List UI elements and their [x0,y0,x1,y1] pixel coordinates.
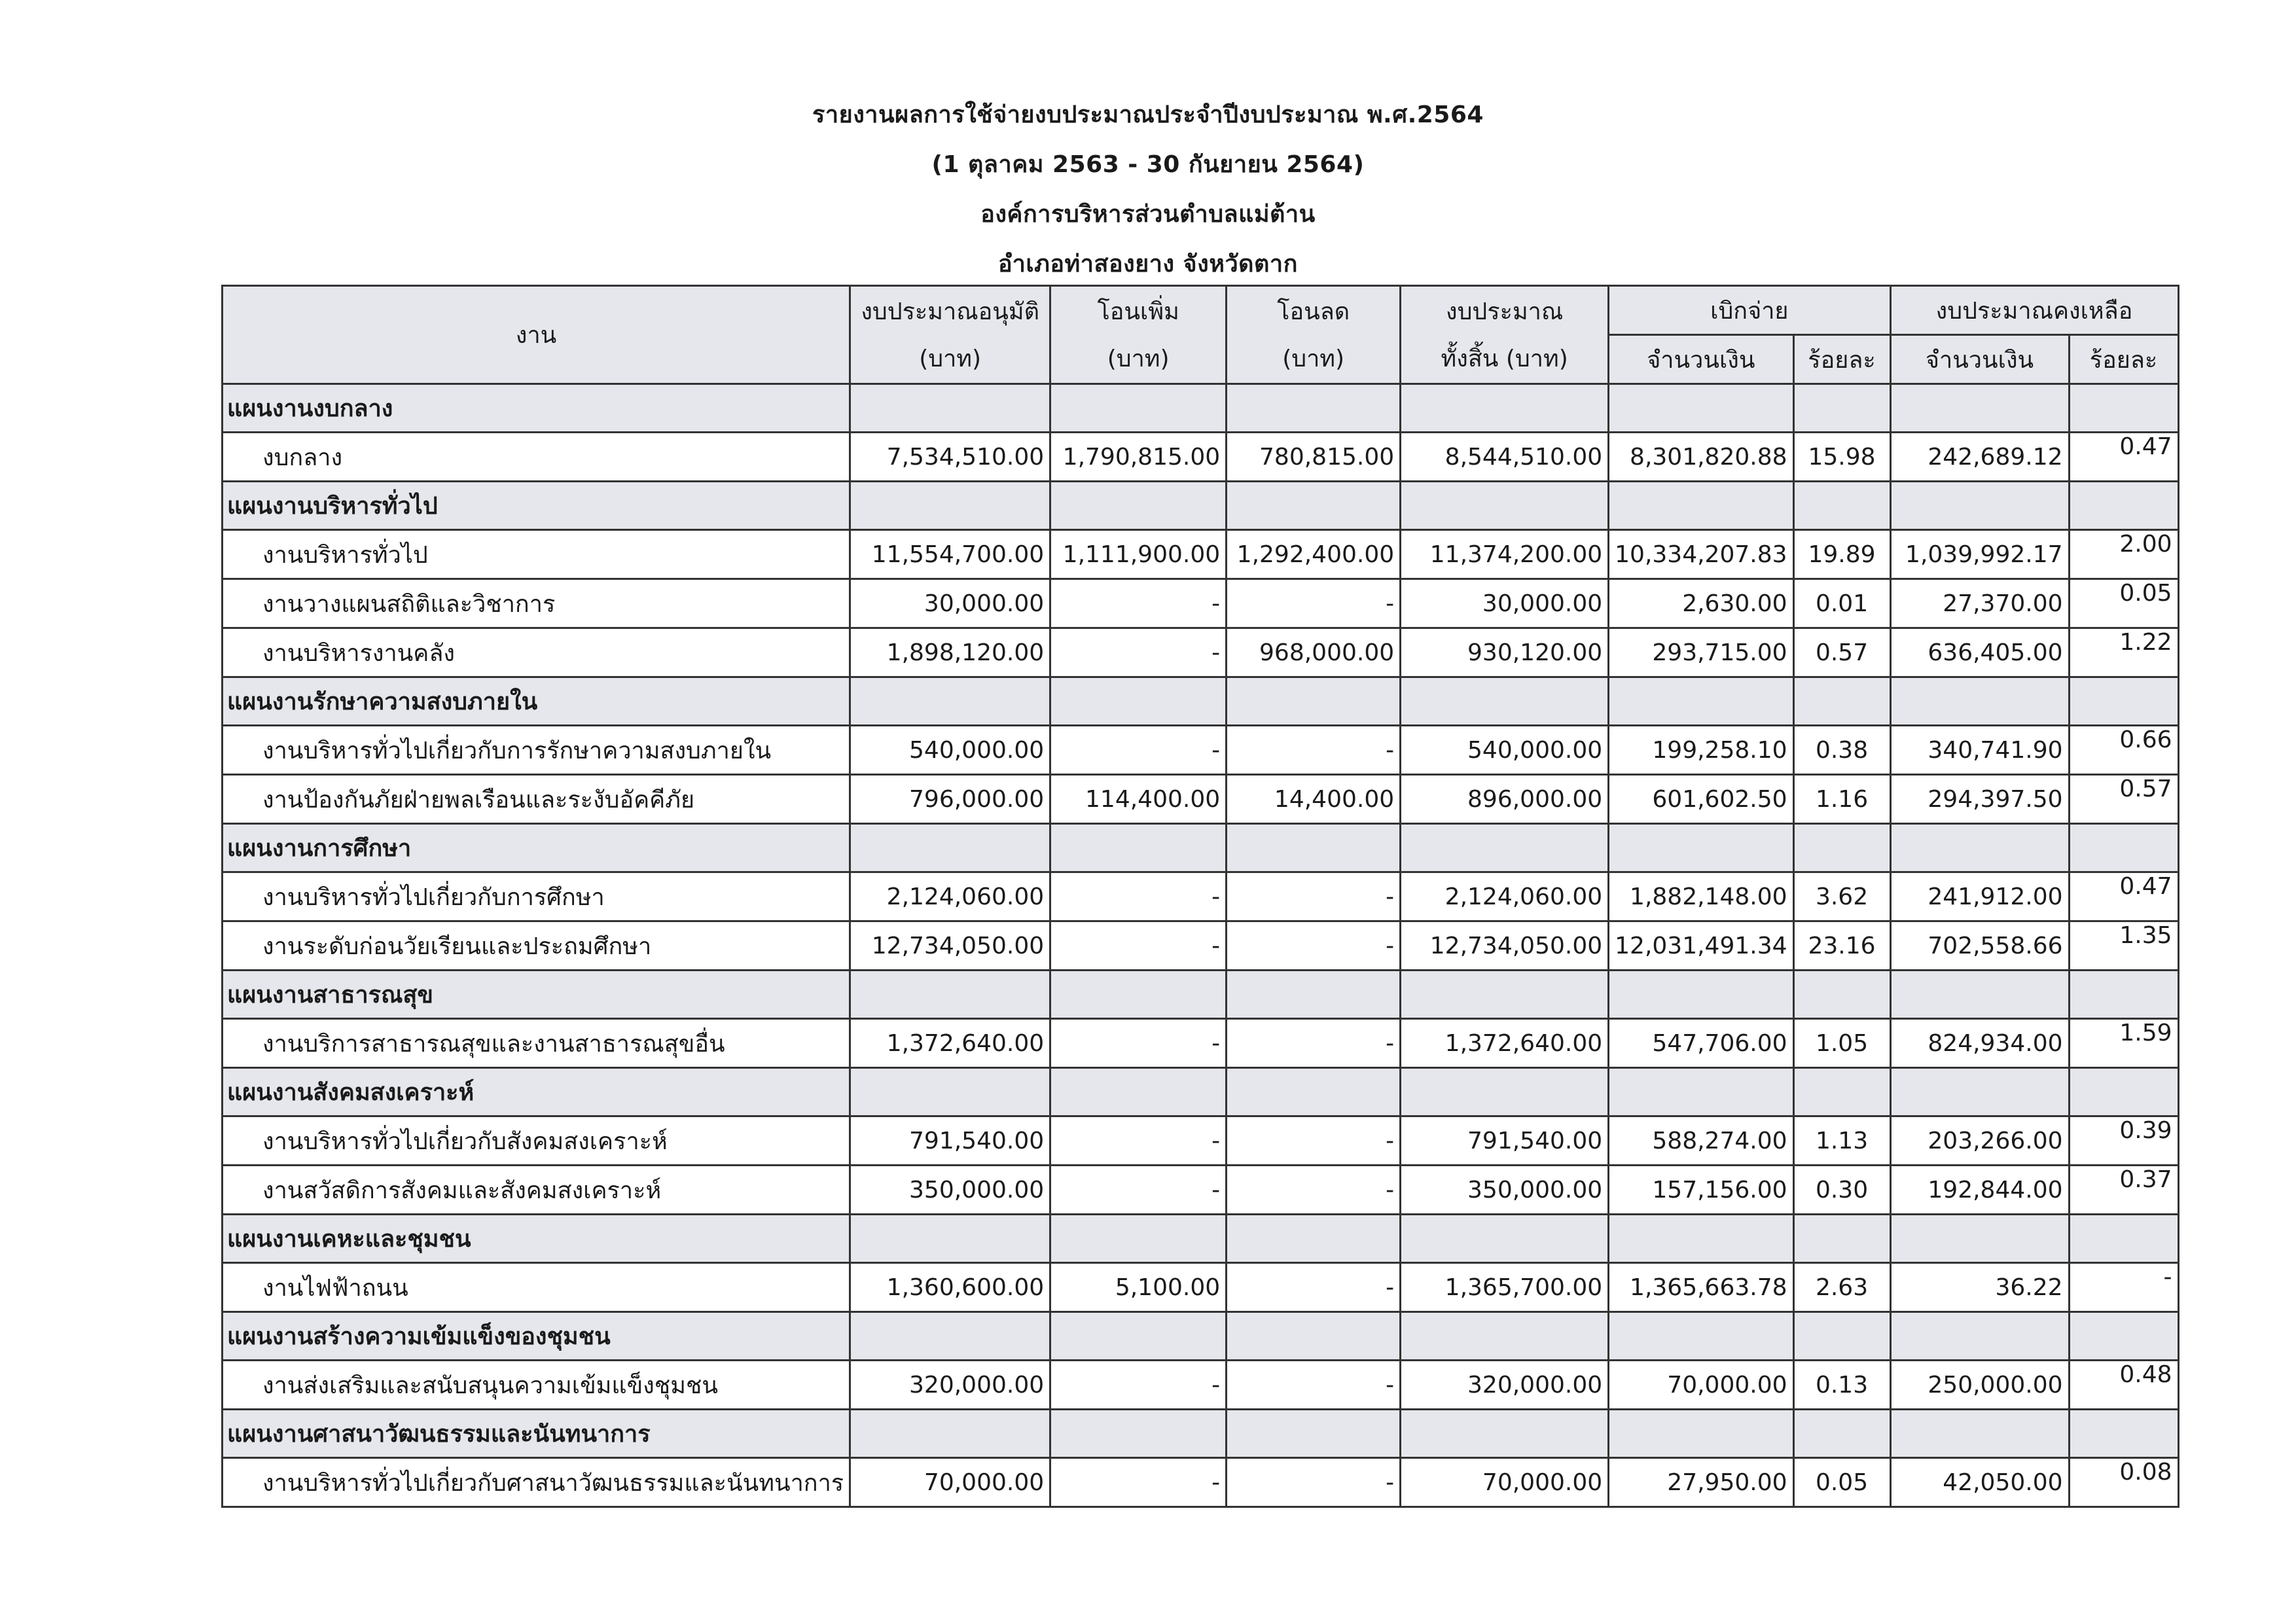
cell-total: 350,000.00 [1401,1166,1609,1215]
cell-remaining-percent: 1.22 [2069,628,2178,677]
section-empty-cell [1401,1312,1609,1361]
section-empty-cell [1793,1410,1890,1458]
section-empty-cell [1793,971,1890,1019]
section-empty-cell [1401,677,1609,726]
section-empty-cell [2069,677,2178,726]
table-row [223,1263,2179,1312]
cell-transfer-in: - [1050,1166,1227,1215]
cell-disbursed-percent: 3.62 [1793,872,1890,921]
section-empty-cell [1609,677,1793,726]
cell-approved: 1,360,600.00 [850,1263,1050,1312]
section-empty-cell [2069,971,2178,1019]
cell-disbursed-percent: 0.30 [1793,1166,1890,1215]
section-empty-cell [1793,384,1890,433]
cell-transfer-out: 780,815.00 [1227,433,1401,482]
section-empty-cell [1227,971,1401,1019]
section-empty-cell [1050,1068,1227,1116]
header-disbursed-percent: ร้อยละ [1793,335,1890,384]
section-empty-cell [1050,824,1227,872]
cell-remaining: 294,397.50 [1890,775,2069,824]
cell-remaining-percent: - [2069,1263,2178,1312]
cell-work: งานสวัสดิการสังคมและสังคมสงเคราะห์ [223,1166,850,1215]
section-empty-cell [1890,1312,2069,1361]
cell-remaining: 340,741.90 [1890,726,2069,775]
cell-remaining: 242,689.12 [1890,433,2069,482]
cell-transfer-in: 1,790,815.00 [1050,433,1227,482]
section-empty-cell [2069,824,2178,872]
section-empty-cell [1227,384,1401,433]
section-label: แผนงานสังคมสงเคราะห์ [223,1068,850,1116]
cell-remaining-percent: 0.48 [2069,1361,2178,1410]
cell-transfer-in: - [1050,628,1227,677]
section-label: แผนงานเคหะและชุมชน [223,1215,850,1263]
cell-work: งานป้องกันภัยฝ่ายพลเรือนและระงับอัคคีภัย [223,775,850,824]
cell-remaining-percent: 0.37 [2069,1166,2178,1215]
cell-disbursed: 588,274.00 [1609,1116,1793,1166]
table-row [223,579,2179,628]
table-body [223,384,2179,1507]
section-empty-cell [1609,971,1793,1019]
section-empty-cell [1609,824,1793,872]
section-empty-cell [1890,677,2069,726]
cell-disbursed-percent: 2.63 [1793,1263,1890,1312]
cell-remaining: 42,050.00 [1890,1458,2069,1507]
cell-approved: 350,000.00 [850,1166,1050,1215]
section-empty-cell [1609,1410,1793,1458]
table-row [223,1166,2179,1215]
cell-disbursed-percent: 0.01 [1793,579,1890,628]
cell-total: 930,120.00 [1401,628,1609,677]
cell-transfer-in: - [1050,921,1227,971]
cell-disbursed-percent: 15.98 [1793,433,1890,482]
cell-transfer-out: - [1227,921,1401,971]
section-empty-cell [1890,1215,2069,1263]
section-empty-cell [1793,1312,1890,1361]
section-empty-cell [850,482,1050,530]
section-empty-cell [1401,482,1609,530]
cell-approved: 540,000.00 [850,726,1050,775]
section-label: แผนงานการศึกษา [223,824,850,872]
cell-total: 8,544,510.00 [1401,433,1609,482]
cell-transfer-out: - [1227,579,1401,628]
section-empty-cell [850,677,1050,726]
section-empty-cell [2069,1215,2178,1263]
cell-remaining-percent: 0.57 [2069,775,2178,824]
section-row [223,971,2179,1019]
cell-transfer-in: 114,400.00 [1050,775,1227,824]
cell-approved: 11,554,700.00 [850,530,1050,579]
section-label: แผนงานสร้างความเข้มแข็งของชุมชน [223,1312,850,1361]
cell-total: 1,365,700.00 [1401,1263,1609,1312]
cell-disbursed: 8,301,820.88 [1609,433,1793,482]
cell-disbursed: 70,000.00 [1609,1361,1793,1410]
section-empty-cell [2069,1312,2178,1361]
cell-remaining-percent: 0.39 [2069,1116,2178,1166]
cell-transfer-in: - [1050,1019,1227,1068]
cell-remaining: 702,558.66 [1890,921,2069,971]
section-empty-cell [1227,1410,1401,1458]
section-empty-cell [1401,1215,1609,1263]
table-row [223,628,2179,677]
section-row [223,1068,2179,1116]
section-empty-cell [1050,1215,1227,1263]
header-transfer-out [1227,286,1401,384]
report-organization: องค์การบริหารส่วนตำบลแม่ต้าน [980,201,1316,228]
cell-disbursed: 293,715.00 [1609,628,1793,677]
section-label: แผนงานบริหารทั่วไป [223,482,850,530]
cell-remaining-percent: 1.35 [2069,921,2178,971]
header-transfer-out-unit: (บาท) [1282,346,1345,372]
section-empty-cell [850,1312,1050,1361]
header-remaining-percent: ร้อยละ [2069,335,2178,384]
cell-transfer-in: - [1050,872,1227,921]
section-empty-cell [850,1068,1050,1116]
section-empty-cell [1890,482,2069,530]
cell-approved: 320,000.00 [850,1361,1050,1410]
cell-disbursed: 2,630.00 [1609,579,1793,628]
cell-transfer-out: - [1227,726,1401,775]
section-empty-cell [1609,482,1793,530]
section-empty-cell [1793,482,1890,530]
cell-disbursed: 12,031,491.34 [1609,921,1793,971]
report-title-block [0,90,2296,289]
cell-remaining: 824,934.00 [1890,1019,2069,1068]
table-row [223,530,2179,579]
cell-approved: 796,000.00 [850,775,1050,824]
budget-table [221,285,2179,1508]
cell-work: งานวางแผนสถิติและวิชาการ [223,579,850,628]
cell-transfer-out: - [1227,1019,1401,1068]
section-empty-cell [1609,384,1793,433]
section-empty-cell [1793,1215,1890,1263]
cell-work: งานไฟฟ้าถนน [223,1263,850,1312]
cell-approved: 791,540.00 [850,1116,1050,1166]
section-empty-cell [1609,1215,1793,1263]
cell-remaining: 203,266.00 [1890,1116,2069,1166]
cell-disbursed: 10,334,207.83 [1609,530,1793,579]
cell-transfer-out: - [1227,1116,1401,1166]
cell-transfer-out: 968,000.00 [1227,628,1401,677]
section-empty-cell [2069,384,2178,433]
cell-total: 70,000.00 [1401,1458,1609,1507]
cell-total: 1,372,640.00 [1401,1019,1609,1068]
cell-work: งานระดับก่อนวัยเรียนและประถมศึกษา [223,921,850,971]
table-row [223,1116,2179,1166]
section-label: แผนงานรักษาความสงบภายใน [223,677,850,726]
cell-remaining: 250,000.00 [1890,1361,2069,1410]
table-row [223,726,2179,775]
table-row [223,1019,2179,1068]
cell-total: 791,540.00 [1401,1116,1609,1166]
section-row [223,1215,2179,1263]
cell-transfer-in: 5,100.00 [1050,1263,1227,1312]
cell-work: งานบริการสาธารณสุขและงานสาธารณสุขอื่น [223,1019,850,1068]
cell-approved: 30,000.00 [850,579,1050,628]
cell-remaining: 27,370.00 [1890,579,2069,628]
cell-approved: 1,372,640.00 [850,1019,1050,1068]
section-empty-cell [850,1215,1050,1263]
table-row [223,1458,2179,1507]
section-empty-cell [1227,482,1401,530]
cell-remaining-percent: 2.00 [2069,530,2178,579]
header-disbursed-amount: จำนวนเงิน [1609,335,1793,384]
cell-remaining-percent: 0.05 [2069,579,2178,628]
cell-disbursed: 1,882,148.00 [1609,872,1793,921]
cell-remaining: 1,039,992.17 [1890,530,2069,579]
section-empty-cell [1050,1312,1227,1361]
section-empty-cell [1793,677,1890,726]
section-empty-cell [2069,1410,2178,1458]
cell-transfer-out: - [1227,1263,1401,1312]
section-row [223,482,2179,530]
cell-work: งานบริหารทั่วไปเกี่ยวกับการศึกษา [223,872,850,921]
cell-disbursed-percent: 1.05 [1793,1019,1890,1068]
cell-disbursed: 547,706.00 [1609,1019,1793,1068]
section-empty-cell [1401,1410,1609,1458]
cell-work: งานบริหารทั่วไปเกี่ยวกับสังคมสงเคราะห์ [223,1116,850,1166]
section-empty-cell [2069,482,2178,530]
section-label: แผนงานงบกลาง [223,384,850,433]
cell-transfer-in: - [1050,1116,1227,1166]
cell-work: งานบริหารทั่วไปเกี่ยวกับการรักษาความสงบภายใน [223,726,850,775]
cell-disbursed: 27,950.00 [1609,1458,1793,1507]
cell-disbursed-percent: 0.57 [1793,628,1890,677]
report-period: (1 ตุลาคม 2563 - 30 กันยายน 2564) [931,151,1365,178]
section-row [223,1312,2179,1361]
cell-work: งานบริหารทั่วไปเกี่ยวกับศาสนาวัฒนธรรมและนันทนาการ [223,1458,850,1507]
header-total-label: งบประมาณ [1445,298,1564,325]
header-transfer-in-unit: (บาท) [1107,346,1170,372]
section-row [223,1410,2179,1458]
cell-remaining-percent: 0.47 [2069,433,2178,482]
cell-remaining: 636,405.00 [1890,628,2069,677]
cell-remaining-percent: 1.59 [2069,1019,2178,1068]
section-empty-cell [1890,1410,2069,1458]
cell-total: 30,000.00 [1401,579,1609,628]
header-transfer-in-label: โอนเพิ่ม [1097,298,1179,325]
cell-disbursed-percent: 0.13 [1793,1361,1890,1410]
section-label: แผนงานศาสนาวัฒนธรรมและนันทนาการ [223,1410,850,1458]
cell-transfer-out: - [1227,1361,1401,1410]
cell-total: 320,000.00 [1401,1361,1609,1410]
cell-transfer-in: 1,111,900.00 [1050,530,1227,579]
cell-approved: 1,898,120.00 [850,628,1050,677]
cell-transfer-out: - [1227,1166,1401,1215]
section-empty-cell [1890,824,2069,872]
table-row [223,433,2179,482]
header-total-unit: ทั้งสิ้น (บาท) [1441,346,1568,372]
section-empty-cell [1050,384,1227,433]
section-empty-cell [850,1410,1050,1458]
cell-total: 896,000.00 [1401,775,1609,824]
section-empty-cell [850,971,1050,1019]
cell-work: งบกลาง [223,433,850,482]
cell-disbursed: 1,365,663.78 [1609,1263,1793,1312]
section-empty-cell [1227,824,1401,872]
section-empty-cell [1401,384,1609,433]
cell-total: 2,124,060.00 [1401,872,1609,921]
cell-total: 540,000.00 [1401,726,1609,775]
section-empty-cell [1050,1410,1227,1458]
cell-remaining-percent: 0.66 [2069,726,2178,775]
cell-disbursed: 199,258.10 [1609,726,1793,775]
header-work: งาน [223,286,850,384]
section-empty-cell [1227,1312,1401,1361]
cell-disbursed-percent: 0.38 [1793,726,1890,775]
cell-transfer-out: 1,292,400.00 [1227,530,1401,579]
section-empty-cell [1793,824,1890,872]
section-empty-cell [1609,1068,1793,1116]
header-disbursed: เบิกจ่าย [1609,286,1890,335]
section-row [223,384,2179,433]
cell-remaining-percent: 0.47 [2069,872,2178,921]
cell-remaining: 192,844.00 [1890,1166,2069,1215]
cell-approved: 70,000.00 [850,1458,1050,1507]
section-empty-cell [1793,1068,1890,1116]
report-title: รายงานผลการใช้จ่ายงบประมาณประจำปีงบประมาณ พ.ศ.2564 [812,101,1484,128]
section-empty-cell [1401,1068,1609,1116]
cell-transfer-in: - [1050,1458,1227,1507]
section-empty-cell [1401,971,1609,1019]
header-remaining-amount: จำนวนเงิน [1890,335,2069,384]
section-empty-cell [1227,1215,1401,1263]
section-empty-cell [1401,824,1609,872]
cell-transfer-out: - [1227,872,1401,921]
section-empty-cell [2069,1068,2178,1116]
cell-disbursed-percent: 19.89 [1793,530,1890,579]
section-empty-cell [1050,677,1227,726]
table-row [223,921,2179,971]
cell-work: งานส่งเสริมและสนับสนุนความเข้มแข็งชุมชน [223,1361,850,1410]
section-empty-cell [1050,482,1227,530]
cell-disbursed-percent: 1.16 [1793,775,1890,824]
cell-disbursed-percent: 23.16 [1793,921,1890,971]
section-empty-cell [1890,384,2069,433]
cell-approved: 12,734,050.00 [850,921,1050,971]
table-row [223,872,2179,921]
cell-transfer-in: - [1050,1361,1227,1410]
header-approved-unit: (บาท) [919,346,982,372]
cell-total: 12,734,050.00 [1401,921,1609,971]
cell-work: งานบริหารทั่วไป [223,530,850,579]
cell-disbursed-percent: 0.05 [1793,1458,1890,1507]
section-empty-cell [1227,1068,1401,1116]
section-empty-cell [1890,1068,2069,1116]
section-empty-cell [1609,1312,1793,1361]
cell-transfer-in: - [1050,579,1227,628]
cell-transfer-out: 14,400.00 [1227,775,1401,824]
cell-disbursed: 157,156.00 [1609,1166,1793,1215]
cell-disbursed: 601,602.50 [1609,775,1793,824]
cell-remaining: 36.22 [1890,1263,2069,1312]
header-remaining: งบประมาณคงเหลือ [1890,286,2178,335]
header-total [1401,286,1609,384]
section-empty-cell [1050,971,1227,1019]
table-row [223,775,2179,824]
section-row [223,677,2179,726]
header-transfer-in [1050,286,1227,384]
table-header-row [223,286,2179,335]
section-empty-cell [850,824,1050,872]
section-empty-cell [1227,677,1401,726]
cell-total: 11,374,200.00 [1401,530,1609,579]
section-empty-cell [850,384,1050,433]
cell-approved: 2,124,060.00 [850,872,1050,921]
section-row [223,824,2179,872]
cell-work: งานบริหารงานคลัง [223,628,850,677]
cell-disbursed-percent: 1.13 [1793,1116,1890,1166]
header-transfer-out-label: โอนลด [1277,298,1350,325]
cell-transfer-in: - [1050,726,1227,775]
table-row [223,1361,2179,1410]
cell-remaining-percent: 0.08 [2069,1458,2178,1507]
header-approved [850,286,1050,384]
cell-remaining: 241,912.00 [1890,872,2069,921]
header-approved-label: งบประมาณอนุมัติ [861,298,1039,325]
cell-approved: 7,534,510.00 [850,433,1050,482]
section-label: แผนงานสาธารณสุข [223,971,850,1019]
cell-transfer-out: - [1227,1458,1401,1507]
section-empty-cell [1890,971,2069,1019]
report-location: อำเภอท่าสองยาง จังหวัดตาก [998,251,1298,277]
